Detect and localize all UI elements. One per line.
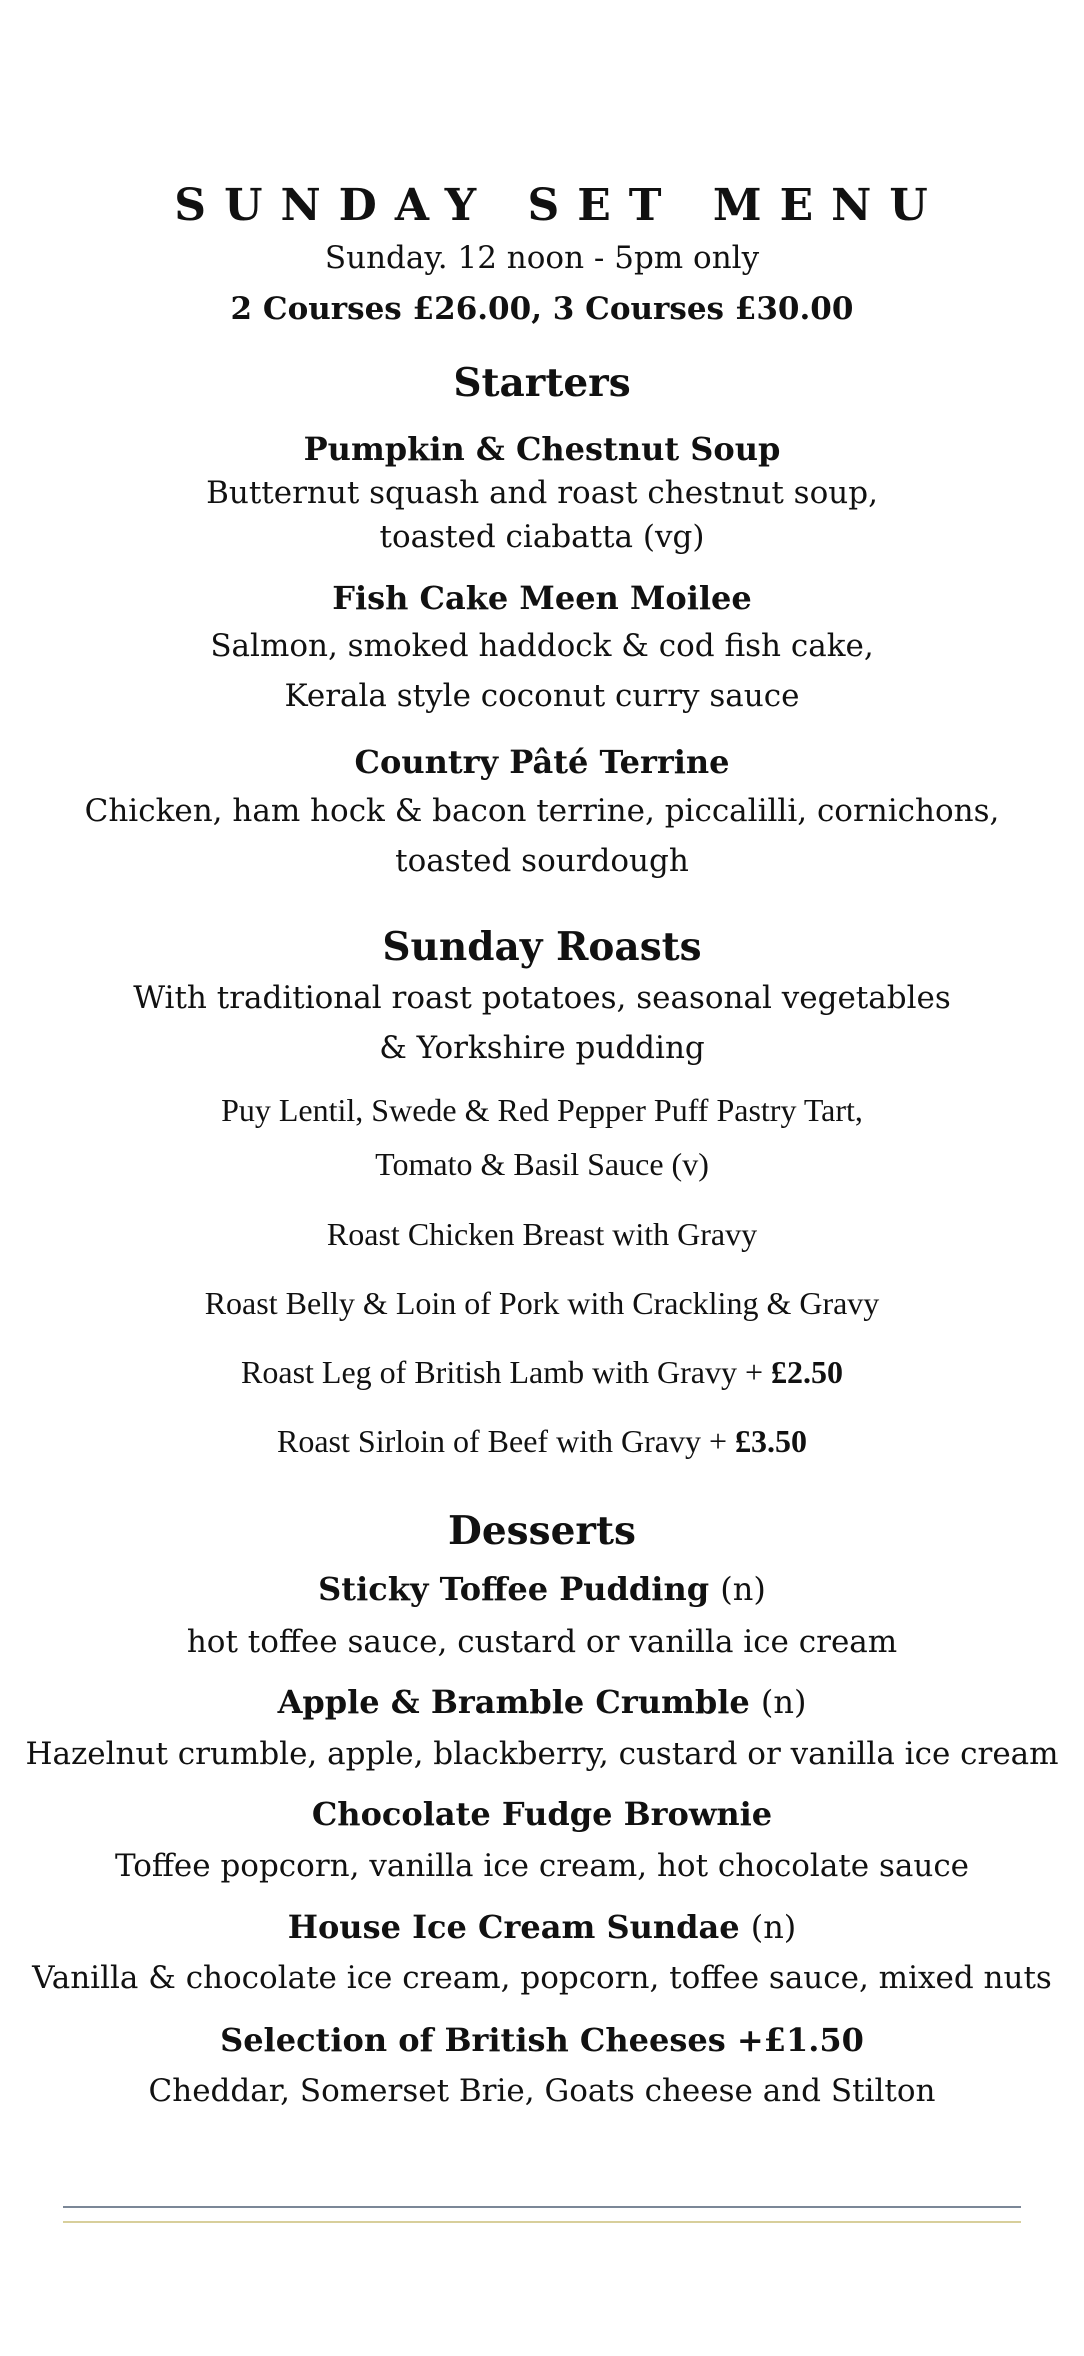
dessert-2-tag: (n) — [760, 1683, 807, 1721]
roast-lamb-label: Roast Leg of British Lamb with Gravy + — [241, 1354, 763, 1390]
dessert-2-title: Apple & Bramble Crumble — [277, 1683, 750, 1721]
roast-lamb-supplement: £2.50 — [770, 1354, 843, 1390]
roast-beef-supplement: £3.50 — [734, 1423, 807, 1459]
roast-beef-label: Roast Sirloin of Beef with Gravy + — [277, 1423, 727, 1459]
starters-heading: Starters — [453, 360, 631, 406]
roast-tart-line2: Tomato & Basil Sauce (v) — [375, 1146, 709, 1182]
dessert-1-title: Sticky Toffee Pudding — [318, 1570, 710, 1608]
starter-1-desc-line1: Butternut squash and roast chestnut soup, — [206, 475, 878, 511]
starter-3-desc-line1: Chicken, ham hock & bacon terrine, piccalilli, cornichons, — [84, 793, 1000, 829]
dessert-3-name: Chocolate Fudge Brownie — [311, 1795, 773, 1833]
starter-1-name: Pumpkin & Chestnut Soup — [303, 430, 781, 468]
desserts-heading: Desserts — [448, 1508, 636, 1554]
roast-pork: Roast Belly & Loin of Pork with Crackling & Gravy — [204, 1285, 880, 1321]
roast-tart-line1: Puy Lentil, Swede & Red Pepper Puff Pastry Tart, — [221, 1092, 863, 1128]
dessert-4-desc: Vanilla & chocolate ice cream, popcorn, toffee sauce, mixed nuts — [32, 1960, 1052, 1996]
roast-lamb — [0, 1354, 1084, 1391]
dessert-4-tag: (n) — [750, 1908, 797, 1946]
menu-title: SUNDAY SET MENU — [174, 180, 946, 231]
starter-3-desc-line2: toasted sourdough — [395, 843, 689, 879]
starter-1-desc-line2: toasted ciabatta (vg) — [379, 519, 705, 555]
roast-chicken: Roast Chicken Breast with Gravy — [326, 1216, 758, 1252]
dessert-4-name — [0, 1908, 1084, 1946]
dessert-4-title: House Ice Cream Sundae — [287, 1908, 740, 1946]
dessert-1-tag: (n) — [720, 1570, 766, 1608]
dessert-2-desc: Hazelnut crumble, apple, blackberry, custard or vanilla ice cream — [25, 1736, 1059, 1772]
starter-2-name: Fish Cake Meen Moilee — [332, 579, 752, 617]
dessert-5-tag: +£1.50 — [736, 2021, 864, 2059]
dessert-5-title: Selection of British Cheeses — [220, 2021, 726, 2059]
dessert-5-desc: Cheddar, Somerset Brie, Goats cheese and Stilton — [148, 2073, 936, 2109]
dessert-1-desc: hot toffee sauce, custard or vanilla ice cream — [186, 1624, 898, 1660]
course-pricing: 2 Courses £26.00, 3 Courses £30.00 — [230, 291, 854, 327]
service-hours: Sunday. 12 noon - 5pm only — [324, 240, 760, 276]
starter-3-name: Country Pâté Terrine — [354, 743, 730, 781]
starter-2-desc-line1: Salmon, smoked haddock & cod fish cake, — [210, 628, 874, 664]
footer-rule-bottom — [63, 2221, 1021, 2223]
dessert-2-name — [0, 1683, 1084, 1721]
dessert-3-desc: Toffee popcorn, vanilla ice cream, hot chocolate sauce — [114, 1848, 970, 1884]
roasts-heading: Sunday Roasts — [382, 924, 702, 970]
dessert-1-name — [0, 1570, 1084, 1608]
dessert-5-name — [0, 2021, 1084, 2059]
starter-2-desc-line2: Kerala style coconut curry sauce — [284, 678, 800, 714]
roast-beef — [0, 1423, 1084, 1460]
roasts-intro-line1: With traditional roast potatoes, seasonal vegetables — [133, 980, 951, 1016]
roasts-intro-line2: & Yorkshire pudding — [379, 1030, 705, 1066]
footer-rule-top — [63, 2206, 1021, 2208]
